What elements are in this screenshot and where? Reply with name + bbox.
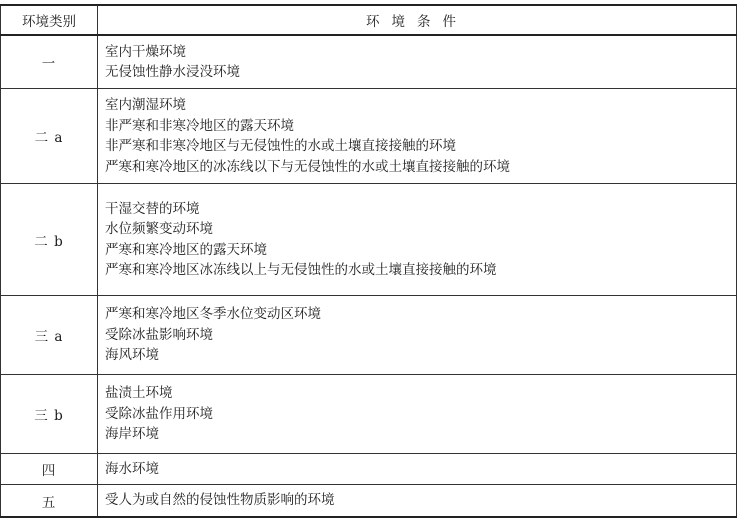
environment-category-table-container (0, 4, 736, 518)
row-conditions (98, 35, 737, 89)
header-condition: 环境条件 (98, 5, 737, 35)
table-row (1, 454, 737, 485)
condition-line: 非严寒和非寒冷地区的露天环境 (105, 117, 294, 134)
condition-line: 受除冰盐影响环境 (105, 326, 213, 343)
row-category: 四 (1, 454, 98, 485)
condition-line: 严寒和寒冷地区的露天环境 (105, 241, 267, 258)
row-conditions (98, 89, 737, 184)
condition-line: 水位频繁变动环境 (105, 221, 213, 237)
condition-line: 非严寒和非寒冷地区与无侵蚀性的水或土壤直接接触的环境 (105, 138, 456, 154)
row-category: 三 a (1, 296, 98, 375)
condition-line: 海岸环境 (105, 426, 159, 443)
table-row (1, 375, 737, 454)
condition-line: 海风环境 (105, 347, 159, 364)
condition-line: 受除冰盐作用环境 (105, 405, 213, 422)
condition-line: 严寒和寒冷地区的冰冻线以下与无侵蚀性的水或土壤直接接触的环境 (105, 158, 510, 175)
row-conditions (98, 485, 737, 518)
condition-line: 室内干燥环境 (105, 43, 186, 60)
condition-line: 受人为或自然的侵蚀性物质影响的环境 (105, 492, 335, 509)
condition-line: 严寒和寒冷地区冬季水位变动区环境 (105, 306, 321, 323)
condition-line: 严寒和寒冷地区冰冻线以上与无侵蚀性的水或土壤直接接触的环境 (105, 262, 497, 278)
row-category: 二 b (1, 184, 98, 296)
row-conditions (98, 454, 737, 485)
environment-category-table (0, 4, 737, 518)
row-conditions (98, 375, 737, 454)
table-header-row (1, 5, 737, 35)
condition-line: 盐渍土环境 (105, 385, 173, 402)
condition-line: 海水环境 (105, 460, 159, 477)
table-row (1, 35, 737, 89)
condition-line: 室内潮湿环境 (105, 97, 186, 113)
condition-line: 无侵蚀性静水浸没环境 (105, 64, 240, 80)
table-row (1, 89, 737, 184)
row-category: 三 b (1, 375, 98, 454)
row-category: 二 a (1, 89, 98, 184)
row-category: 五 (1, 485, 98, 518)
condition-line: 干湿交替的环境 (105, 200, 200, 217)
table-row (1, 184, 737, 296)
table-row (1, 485, 737, 518)
row-category: 一 (1, 35, 98, 89)
row-conditions (98, 296, 737, 375)
table-row (1, 296, 737, 375)
row-conditions (98, 184, 737, 296)
header-category: 环境类别 (1, 5, 98, 35)
